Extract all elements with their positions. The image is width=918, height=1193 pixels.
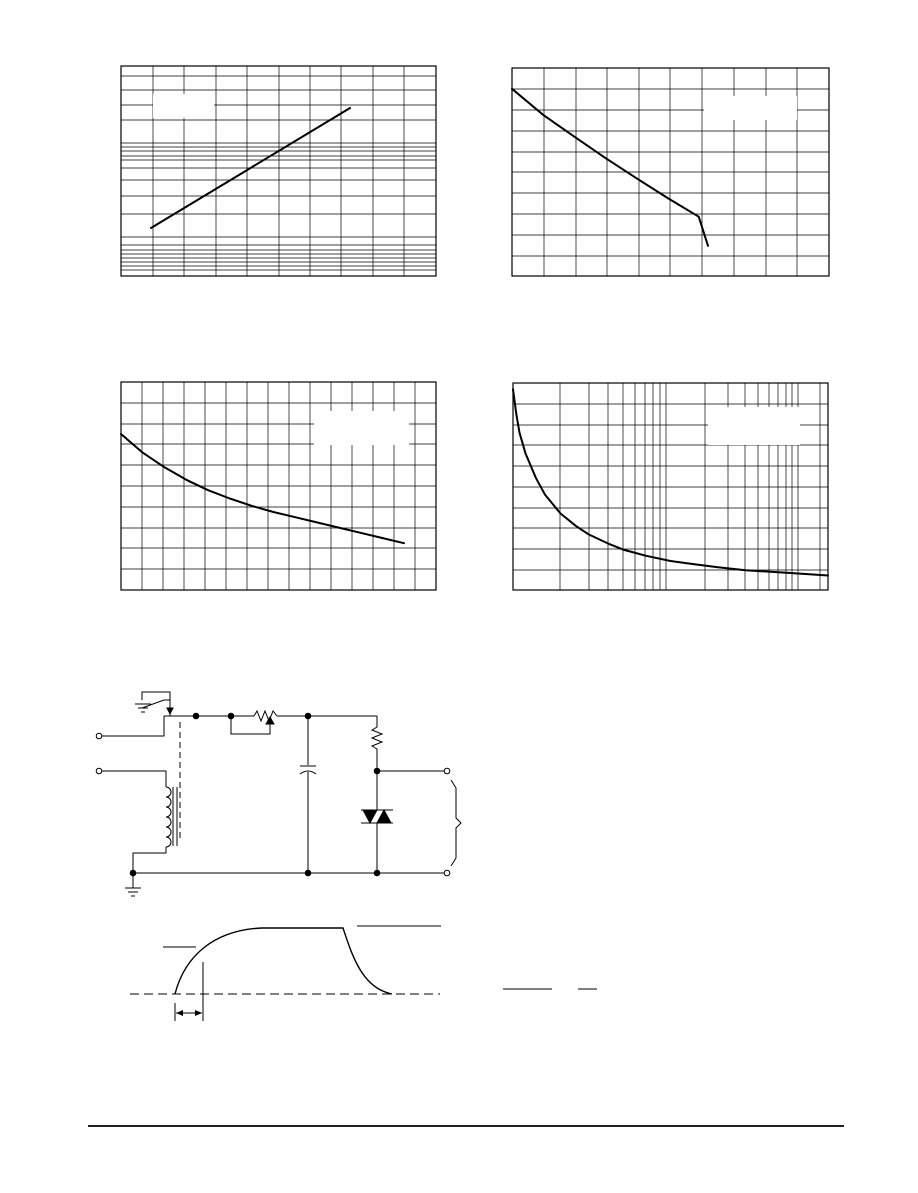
- input-terminal-bottom: [96, 768, 102, 774]
- chart-top-right: [512, 68, 829, 276]
- output-terminal-bottom: [444, 870, 450, 876]
- junction-dot: [374, 768, 381, 775]
- transformer-return-wire: [133, 847, 166, 873]
- legend-box: [314, 411, 409, 445]
- output-waveform: [130, 926, 441, 1021]
- junction-dot: [305, 713, 312, 720]
- timing-arrow-left-icon: [176, 1010, 183, 1016]
- timing-arrow-right-icon: [195, 1010, 202, 1016]
- output-terminal-top: [444, 768, 450, 774]
- relay-contact-arm: [142, 692, 170, 700]
- chart-bottom-left: [121, 382, 436, 590]
- relay-arrow-icon: [167, 708, 173, 714]
- junction-dot: [193, 713, 200, 720]
- transformer-coil: [166, 787, 171, 847]
- chart-bottom-right: [513, 383, 828, 590]
- rheostat-bypass: [231, 716, 270, 734]
- legend-box: [708, 407, 800, 445]
- junction-dot: [228, 713, 235, 720]
- suppressor-diode-icon: [363, 810, 377, 823]
- input-terminal-top: [96, 733, 102, 739]
- characteristic-curves: [121, 66, 829, 590]
- junction-dot: [374, 870, 381, 877]
- rheostat-wiper-icon: [266, 717, 274, 724]
- suppressor-diode-icon-2: [377, 810, 391, 823]
- junction-dot: [305, 870, 312, 877]
- transformer-primary-wire: [102, 771, 166, 787]
- junction-dots: [130, 713, 381, 877]
- legend-box: [704, 96, 797, 120]
- waveform-trace: [175, 928, 392, 994]
- load-resistor: [372, 716, 382, 771]
- series-resistor: [254, 711, 277, 721]
- test-circuit-schematic: [96, 692, 461, 896]
- chart-top-left: [121, 66, 436, 276]
- output-brace: [451, 780, 461, 866]
- junction-dot: [130, 870, 137, 877]
- legend-box: [153, 94, 214, 118]
- input-wire-top: [102, 716, 164, 736]
